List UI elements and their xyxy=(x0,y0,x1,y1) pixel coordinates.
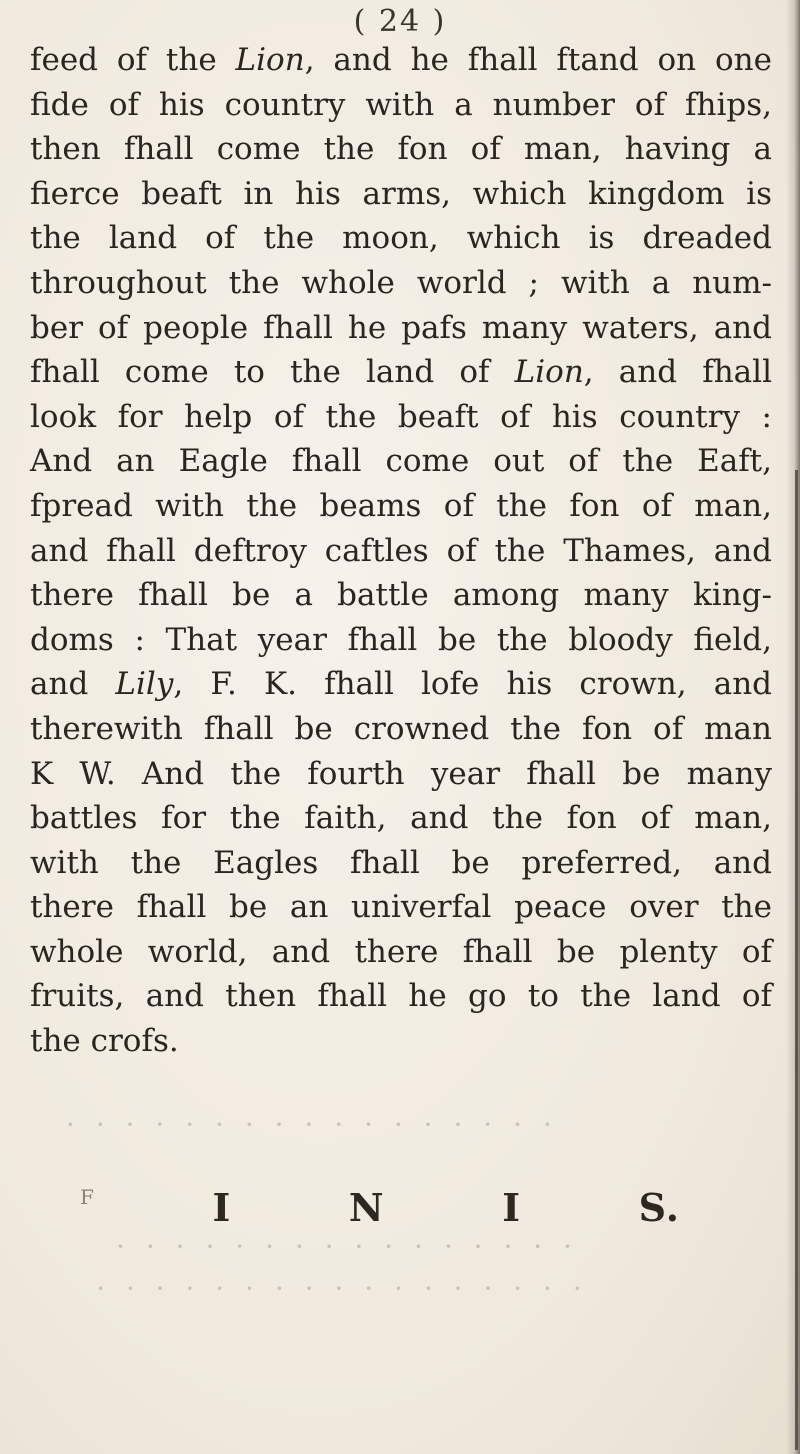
text-line: therewith fhall be crowned the fon of man xyxy=(30,710,772,747)
text-line: and Lily, F. K. fhall lofe his crown, and xyxy=(30,666,772,703)
text-line: And an Eagle fhall come out of the Eaft, xyxy=(30,443,772,480)
bleed-through-text: · · · · · · · · · · · · · · · · xyxy=(110,1230,572,1263)
finis-letter: S. xyxy=(638,1185,680,1230)
text-line: feed of the Lion, and he fhall ftand on one xyxy=(30,42,772,78)
text-line: throughout the whole world ; with a num- xyxy=(30,264,772,301)
text-line: whole world, and there fhall be plenty of xyxy=(30,933,772,970)
text-line: fruits, and then fhall he go to the land of xyxy=(30,978,772,1015)
text-line: and fhall deftroy caftles of the Thames, and xyxy=(30,532,772,569)
text-line: fide of his country with a number of fhips, xyxy=(30,86,772,123)
text-line: look for help of the beaft of his country : xyxy=(30,398,772,435)
page-edge-line xyxy=(795,470,798,1450)
bleed-through-text: · · · · · · · · · · · · · · · · · xyxy=(90,1272,582,1305)
text-line: the land of the moon, which is dreaded xyxy=(30,220,772,257)
text-line: there fhall be a battle among many king- xyxy=(30,577,772,614)
text-line: fierce beaft in his arms, which kingdom is xyxy=(30,175,772,212)
text-line: fhall come to the land of Lion, and fhall xyxy=(30,354,772,391)
finis xyxy=(80,1185,680,1230)
text-line: battles for the faith, and the fon of man, xyxy=(30,800,772,837)
finis-letter: F xyxy=(80,1185,95,1209)
finis-letter: I xyxy=(212,1185,232,1230)
finis-letter: I xyxy=(502,1185,522,1230)
text-line: with the Eagles fhall be preferred, and xyxy=(30,844,772,881)
body-text xyxy=(30,38,772,1064)
text-line: doms : That year fhall be the bloody field, xyxy=(30,621,772,658)
text-line: fpread with the beams of the fon of man, xyxy=(30,487,772,524)
text-line: then fhall come the fon of man, having a xyxy=(30,131,772,168)
page-number: ( 24 ) xyxy=(353,4,447,39)
text-line: ber of people fhall he pafs many waters, and xyxy=(30,309,772,346)
bleed-through-text: · · · · · · · · · · · · · · · · · xyxy=(60,1108,552,1141)
finis-letter: N xyxy=(348,1185,385,1230)
text-line: K W. And the fourth year fhall be many xyxy=(30,755,772,792)
text-line: the crofs. xyxy=(30,1023,179,1060)
text-line: there fhall be an univerfal peace over the xyxy=(30,889,772,926)
